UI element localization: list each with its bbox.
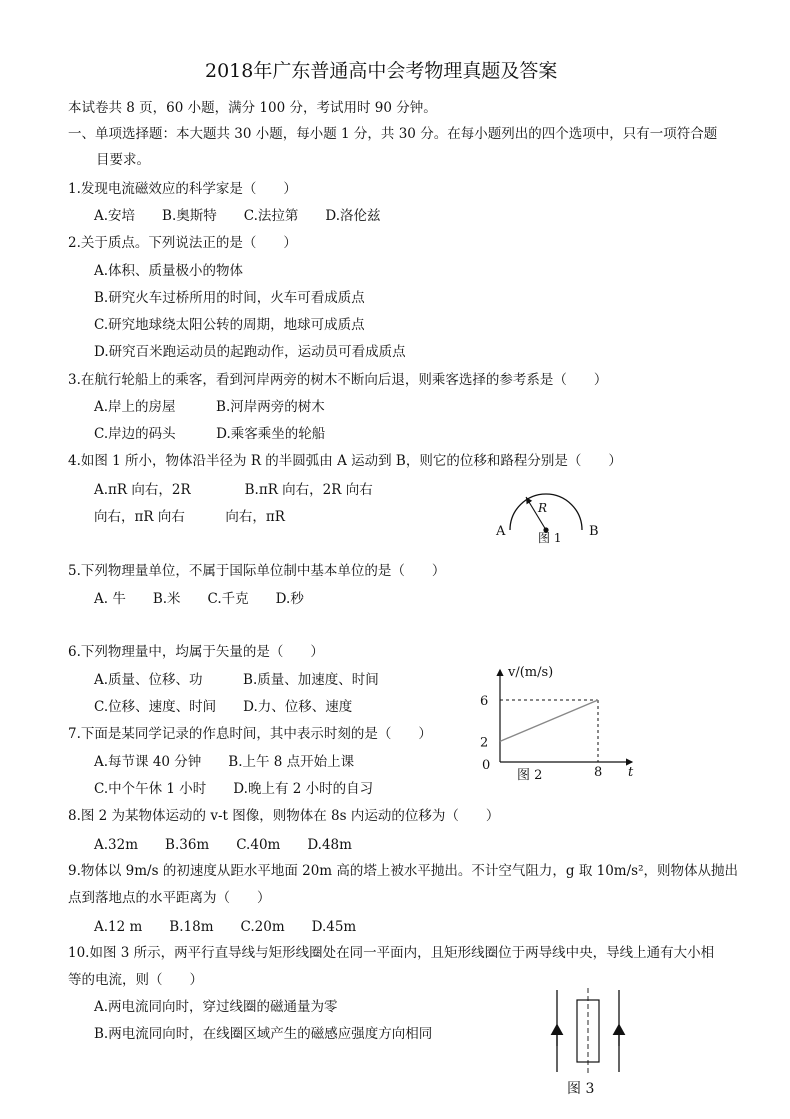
- y-tick-2: 2: [480, 735, 489, 751]
- origin-label: 0: [482, 758, 491, 773]
- question-2-stem: 2.关于质点。下列说法正的是（ ）: [68, 235, 297, 251]
- page-title: 2018年广东普通高中会考物理真题及答案: [205, 60, 558, 82]
- figure-2-vt-graph: [470, 662, 645, 784]
- question-9-stem: 9.物体以 9m/s 的初速度从距水平地面 20m 高的塔上被水平抛出。不计空气阻力，g 取 10m/s²，则物体从抛出: [68, 863, 738, 879]
- question-7-stem: 7.下面是某同学记录的作息时间，其中表示时刻的是（ ）: [68, 726, 432, 742]
- question-10-stem: 10.如图 3 所示，两平行直导线与矩形线圈处在同一平面内，且矩形线圈位于两导线中央，导线上通有大小相: [68, 945, 715, 961]
- x-tick-8: 8: [594, 765, 603, 780]
- question-6-options-cd: C.位移、速度、时间 D.力、位移、速度: [94, 699, 353, 715]
- question-10-stem-cont: 等的电流，则（ ）: [68, 972, 203, 988]
- point-b-label: B: [589, 524, 599, 539]
- question-2-option-b: B.研究火车过桥所用的时间，火车可看成质点: [94, 290, 365, 306]
- question-2-option-a: A.体积、质量极小的物体: [94, 263, 244, 279]
- question-1-options: A.安培 B.奥斯特 C.法拉第 D.洛伦兹: [94, 208, 381, 224]
- question-7-options-ab: A.每节课 40 分钟 B.上午 8 点开始上课: [94, 754, 355, 770]
- question-10-option-a: A.两电流同向时，穿过线圈的磁通量为零: [94, 999, 338, 1015]
- velocity-line: [500, 700, 598, 741]
- question-8-stem: 8.图 2 为某物体运动的 v-t 图像，则物体在 8s 内运动的位移为（ ）: [68, 808, 500, 824]
- y-tick-6: 6: [480, 694, 489, 709]
- x-axis-label: t: [628, 765, 634, 780]
- question-4-stem: 4.如图 1 所小，物体沿半径为 R 的半圆弧由 A 运动到 B，则它的位移和路程分别是（ ）: [68, 453, 622, 469]
- question-2-option-d: D.研究百米跑运动员的起跑动作，运动员可看成质点: [94, 344, 406, 360]
- section-heading-cont: 目要求。: [96, 152, 150, 168]
- question-6-stem: 6.下列物理量中，均属于矢量的是（ ）: [68, 644, 324, 660]
- figure-1-caption: 图 1: [538, 531, 562, 544]
- question-1-stem: 1.发现电流磁效应的科学家是（ ）: [68, 181, 297, 197]
- figure-3-wires-coil: [545, 986, 635, 1098]
- question-9-options: A.12 m B.18m C.20m D.45m: [94, 919, 357, 935]
- question-2-option-c: C.研究地球绕太阳公转的周期，地球可成质点: [94, 317, 365, 333]
- radius-label: R: [538, 501, 548, 515]
- question-9-stem-cont: 点到落地点的水平距离为（ ）: [68, 890, 271, 906]
- question-3-stem: 3.在航行轮船上的乘客，看到河岸两旁的树木不断向后退，则乘客选择的参考系是（ ）: [68, 372, 608, 388]
- question-4-options-cd: 向右，πR 向右 向右，πR: [94, 509, 285, 525]
- section-heading: 一、单项选择题：本大题共 30 小题，每小题 1 分，共 30 分。在每小题列出的四个选项中，只有一项符合题: [68, 126, 718, 142]
- figure-2-caption: 图 2: [517, 768, 543, 783]
- question-3-options-cd: C.岸边的码头 D.乘客乘坐的轮船: [94, 426, 326, 442]
- question-10-option-b: B.两电流同向时，在线圈区域产生的磁感应强度方向相同: [94, 1026, 433, 1042]
- figure-3-caption: 图 3: [567, 1081, 595, 1097]
- question-7-options-cd: C.中个午休 1 小时 D.晚上有 2 小时的自习: [94, 781, 374, 797]
- question-5-options: A. 牛 B.米 C.千克 D.秒: [94, 591, 304, 607]
- question-6-options-ab: A.质量、位移、功 B.质量、加速度、时间: [94, 672, 379, 688]
- question-4-options-ab: A.πR 向右，2R B.πR 向右，2R 向右: [94, 482, 373, 498]
- question-3-options-ab: A.岸上的房屋 B.河岸两旁的树木: [94, 399, 325, 415]
- figure-1-semicircle: [488, 472, 608, 544]
- question-5-stem: 5.下列物理量单位，不属于国际单位制中基本单位的是（ ）: [68, 563, 446, 579]
- point-a-label: A: [496, 524, 506, 539]
- y-axis-label: v/(m/s): [508, 665, 554, 680]
- exam-intro: 本试卷共 8 页，60 小题，满分 100 分，考试用时 90 分钟。: [68, 100, 437, 116]
- question-8-options: A.32m B.36m C.40m D.48m: [94, 837, 352, 853]
